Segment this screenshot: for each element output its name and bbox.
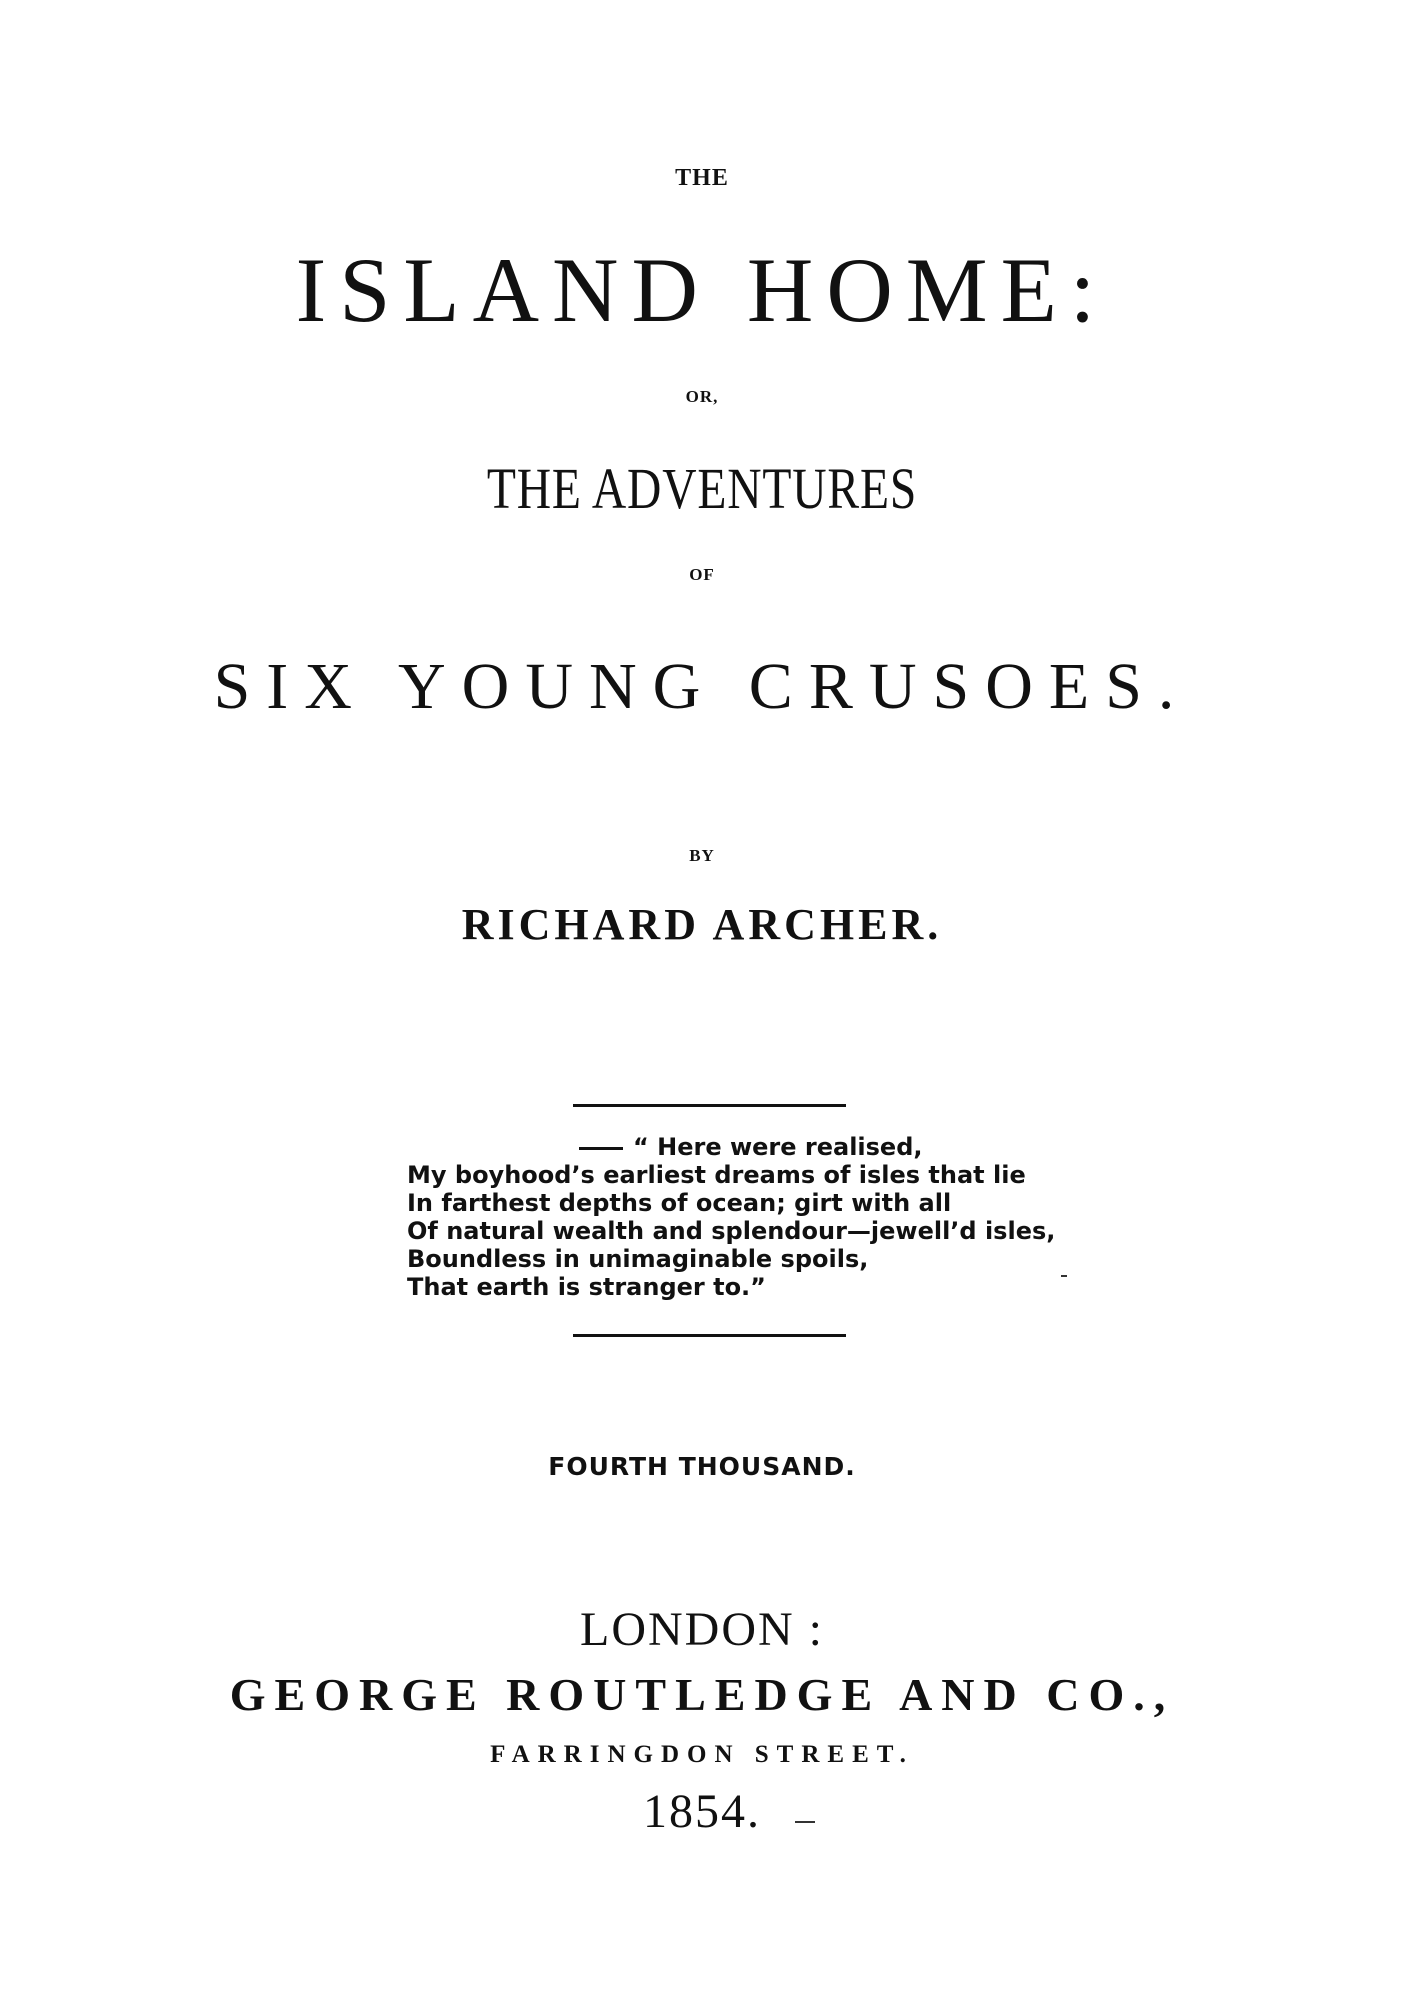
ink-speck <box>795 1821 815 1823</box>
subtitle-six-young-crusoes: SIX YOUNG CRUSOES. <box>213 650 1191 723</box>
epigraph-line: My boyhood’s earliest dreams of isles that lie <box>407 1161 1026 1189</box>
em-dash-mark <box>579 1147 623 1150</box>
epigraph-line: In farthest depths of ocean; girt with all <box>407 1189 952 1217</box>
imprint-street: FARRINGDON STREET. <box>490 1741 914 1768</box>
ink-speck <box>1061 1275 1067 1277</box>
author-name: RICHARD ARCHER. <box>461 900 943 949</box>
byline-by: BY <box>689 846 715 865</box>
imprint-city: LONDON : <box>580 1603 824 1656</box>
connector-or: OR, <box>685 387 719 406</box>
epigraph-line: Boundless in unimaginable spoils, <box>407 1245 869 1273</box>
edition-note: FOURTH THOUSAND. <box>548 1452 856 1481</box>
epigraph-line <box>407 1133 1107 1161</box>
subtitle-adventures: THE ADVENTURES <box>486 456 918 521</box>
epigraph-line: Of natural wealth and splendour—jewell’d isles, <box>407 1217 1056 1245</box>
epigraph-line: That earth is stranger to.” <box>407 1273 766 1301</box>
heading-the: THE <box>675 165 729 191</box>
main-title: ISLAND HOME: <box>295 239 1109 341</box>
epigraph <box>407 1133 1107 1301</box>
epigraph-line-text: “ Here were realised, <box>633 1133 923 1161</box>
connector-of: OF <box>689 565 715 584</box>
bottom-divider-rule <box>573 1334 846 1337</box>
top-divider-rule <box>573 1104 846 1107</box>
imprint-publisher: GEORGE ROUTLEDGE AND CO., <box>229 1669 1175 1720</box>
imprint-year: 1854. <box>643 1785 761 1838</box>
